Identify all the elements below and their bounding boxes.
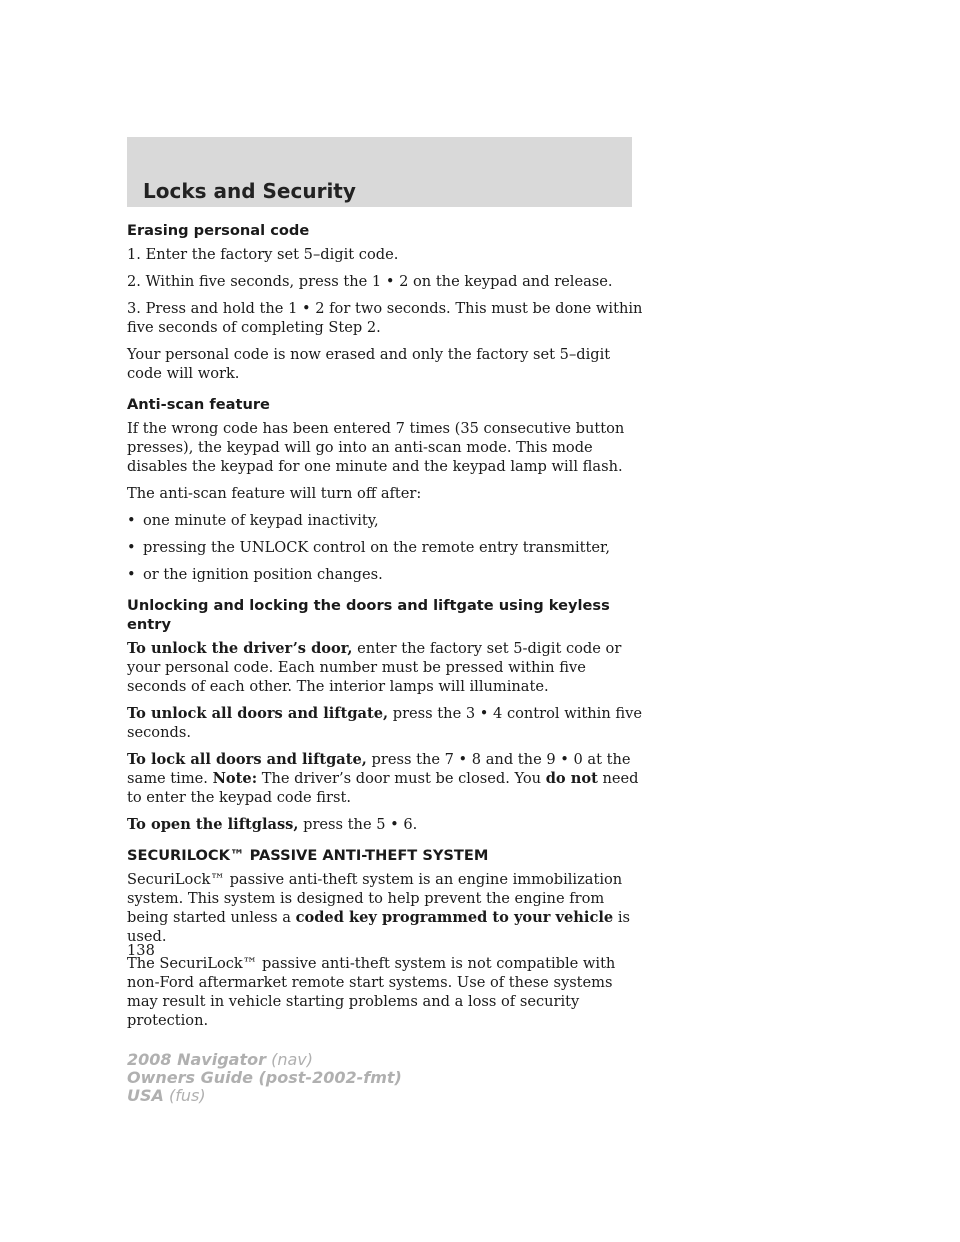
erasing-step-2: 2. Within five seconds, press the 1 • 2 on the keypad and release.	[127, 273, 613, 290]
lock-note-text-end: need to enter the keypad code first.	[127, 770, 639, 806]
erasing-note: Your personal code is now erased and only the factory set 5–digit code will work.	[127, 346, 611, 382]
lock-all-doors-paragraph	[127, 750, 647, 807]
section-title: Locks and Security	[143, 179, 356, 203]
heading-keyless-entry: Unlocking and locking the doors and liftgate using keyless entry	[127, 597, 610, 633]
footer-line-1	[127, 1051, 402, 1069]
list-item-text: or the ignition position changes.	[143, 566, 383, 583]
do-not-emphasis: do not	[545, 770, 598, 787]
open-liftglass-text: press the 5 • 6.	[298, 816, 418, 833]
bullet-symbol: •	[127, 512, 136, 529]
list-item-text: pressing the UNLOCK control on the remote entry transmitter,	[143, 539, 611, 556]
anti-scan-paragraph-1: If the wrong code has been entered 7 times (35 consecutive button presses), the keypad will go into an anti-scan mode. This mode disables the keypad for one minute and the keypad lamp will flash.	[127, 420, 625, 475]
unlock-driver-door-label: To unlock the driver’s door,	[127, 640, 353, 657]
securilock-paragraph-1	[127, 870, 647, 946]
document-footer	[127, 1051, 402, 1105]
erasing-step-3: 3. Press and hold the 1 • 2 for two seconds. This must be done within five seconds of completing Step 2.	[127, 300, 643, 336]
anti-scan-paragraph-2: The anti-scan feature will turn off after:	[127, 485, 422, 502]
unlock-driver-door-text: enter the factory set 5-digit code or your personal code. Each number must be pressed within five seconds of each other. The interior lamps will illuminate.	[127, 640, 622, 695]
lock-all-doors-text: press the 7 • 8 and the 9 • 0 at the same time.	[127, 751, 631, 787]
unlock-driver-door-paragraph	[127, 639, 647, 696]
page-content	[127, 221, 647, 1038]
list-item	[127, 511, 647, 530]
lock-all-doors-label: To lock all doors and liftgate,	[127, 751, 367, 768]
list-item	[127, 538, 647, 557]
unlock-all-doors-paragraph	[127, 704, 647, 742]
footer-line-2	[127, 1069, 402, 1087]
footer-guide: Owners Guide (post-2002-fmt)	[127, 1068, 402, 1087]
footer-region-code: (fus)	[163, 1086, 206, 1105]
list-item-text: one minute of keypad inactivity,	[143, 512, 379, 529]
lock-note-text: The driver’s door must be closed. You	[257, 770, 546, 787]
footer-model-code: (nav)	[265, 1050, 313, 1069]
coded-key-emphasis: coded key programmed to your vehicle	[295, 909, 614, 926]
securilock-text-a: SecuriLock™ passive anti-theft system is an engine immobilization system. This system is designed to help prevent the engine from being started unless a	[127, 871, 623, 926]
unlock-all-doors-label: To unlock all doors and liftgate,	[127, 705, 389, 722]
bullet-symbol: •	[127, 539, 136, 556]
securilock-paragraph-2: The SecuriLock™ passive anti-theft system is not compatible with non-Ford aftermarket remote start systems. Use of these systems may result in vehicle starting problems and a loss of security protection.	[127, 955, 616, 1029]
bullet-symbol: •	[127, 566, 136, 583]
footer-line-3	[127, 1087, 402, 1105]
heading-securilock: SECURILOCK™ PASSIVE ANTI-THEFT SYSTEM	[127, 847, 489, 864]
open-liftglass-paragraph	[127, 815, 647, 834]
heading-erasing-personal-code: Erasing personal code	[127, 222, 310, 239]
page-number: 138	[127, 942, 155, 959]
securilock-text-b: is used.	[127, 909, 630, 945]
footer-region: USA	[127, 1086, 164, 1105]
erasing-step-1: 1. Enter the factory set 5–digit code.	[127, 246, 399, 263]
note-label: Note:	[212, 770, 258, 787]
footer-model: 2008 Navigator	[127, 1050, 266, 1069]
section-header-band	[127, 137, 632, 207]
heading-anti-scan: Anti-scan feature	[127, 396, 270, 413]
list-item	[127, 565, 647, 584]
open-liftglass-label: To open the liftglass,	[127, 816, 299, 833]
unlock-all-doors-text: press the 3 • 4 control within five seconds.	[127, 705, 642, 741]
